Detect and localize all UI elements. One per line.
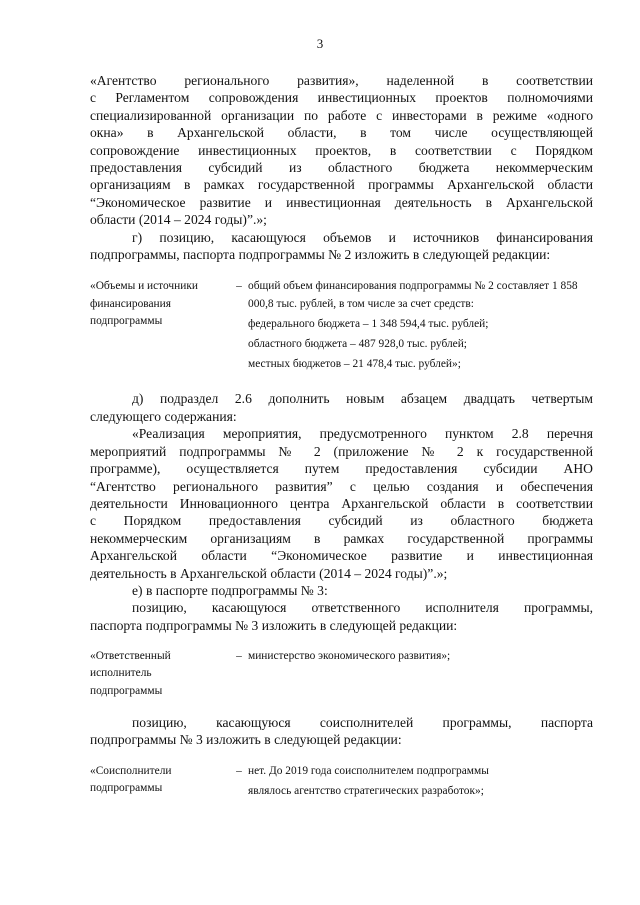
text-line: деятельность в Архангельской области (2014 – 2024 годы)”.»; [90,565,448,581]
funding-regional: областного бюджета – 487 928,0 тыс. рублей; [248,338,467,351]
paragraph-position-coexecutors [90,714,593,749]
funding-total: общий объем финансирования подпрограммы № 2 составляет 1 858 000,8 тыс. рублей, в том числе за счет средств: [248,280,578,310]
responsible-table [90,648,593,700]
funding-local: местных бюджетов – 21 478,4 тыс. рублей»; [248,358,461,371]
coexecutors-label: «Соисполнители подпрограммы [90,764,172,794]
paragraph-item-e: е) в паспорте подпрограммы № 3: [132,582,328,598]
funding-dash: – [236,280,242,293]
text-line: окна» в Архангельской области, в том числе осуществляющей [90,125,593,141]
text-line: “Экономическое развитие и инвестиционная деятельность в Архангельской [90,194,593,210]
text-line: деятельности Инновационного центра Архангельской области в соответствии [90,495,593,511]
paragraph-item-d [90,390,593,425]
text-line: позицию, касающуюся соисполнителей программы, паспорта [132,714,593,730]
funding-federal: федерального бюджета – 1 348 594,4 тыс. рублей; [248,317,489,330]
text-line: мероприятий подпрограммы № 2 (приложение № 2 к государственной [90,443,593,459]
text-line: с Регламентом сопровождения инвестиционных проектов полномочиями [90,90,593,106]
text-line: организациям в рамках государственной программы Архангельской области [90,177,593,193]
text-line: подпрограммы, паспорта подпрограммы № 2 изложить в следующей редакции: [90,247,551,263]
text-line: Архангельской области “Экономическое развитие и инвестиционная [90,548,593,564]
text-line: «Агентство регионального развития», наделенной в соответствии [90,73,593,88]
coexecutors-value: нет. До 2019 года соисполнителем подпрограммы являлось агентство стратегических разработок»; [248,764,489,797]
page-number: 3 [316,36,324,51]
text-line: специализированной организации по работе с инвесторами в режиме «одного [90,107,593,123]
funding-label: «Объемы и источники финансирования подпрограммы [90,280,198,327]
text-line: сопровождение инвестиционных проектов, в соответствии с Порядком [90,142,593,158]
text-line: д) подраздел 2.6 дополнить новым абзацем двадцать четвертым [132,391,593,407]
funding-values [248,278,593,376]
text-line: области (2014 – 2024 годы)”.»; [90,212,267,228]
text-line: с Порядком предоставления субсидий из областного бюджета [90,513,593,529]
text-line: следующего содержания: [90,408,237,424]
text-line: паспорта подпрограммы № 3 изложить в следующей редакции: [90,617,458,633]
paragraph-quote [90,425,593,582]
coexecutors-dash: – [236,764,242,777]
text-line: подпрограммы № 3 изложить в следующей редакции: [90,732,402,748]
text-line: некоммерческим организациям в рамках государственной программы [90,530,593,546]
text-line: позицию, касающуюся ответственного исполнителя программы, [132,600,593,616]
text-line: г) позицию, касающуюся объемов и источников финансирования [132,229,593,245]
text-line: предоставления субсидий из областного бюджета некоммерческим [90,160,593,176]
responsible-label: «Ответственный исполнитель подпрограммы [90,650,171,697]
responsible-value: министерство экономического развития»; [248,650,451,663]
paragraph-position-responsible [90,599,593,634]
text-line: «Реализация мероприятия, предусмотренного пунктом 2.8 перечня [132,426,593,442]
text-line: “Агентство регионального развития” с целью создания и обеспечения [90,478,593,494]
paragraph-item-g [90,229,593,264]
coexecutors-table [90,763,593,803]
funding-table [90,278,593,376]
document-body [90,72,593,803]
text-line: программе), осуществляется путем предоставления субсидии АНО [90,461,593,477]
responsible-dash: – [236,650,242,663]
paragraph-agency-continuation [90,72,593,229]
